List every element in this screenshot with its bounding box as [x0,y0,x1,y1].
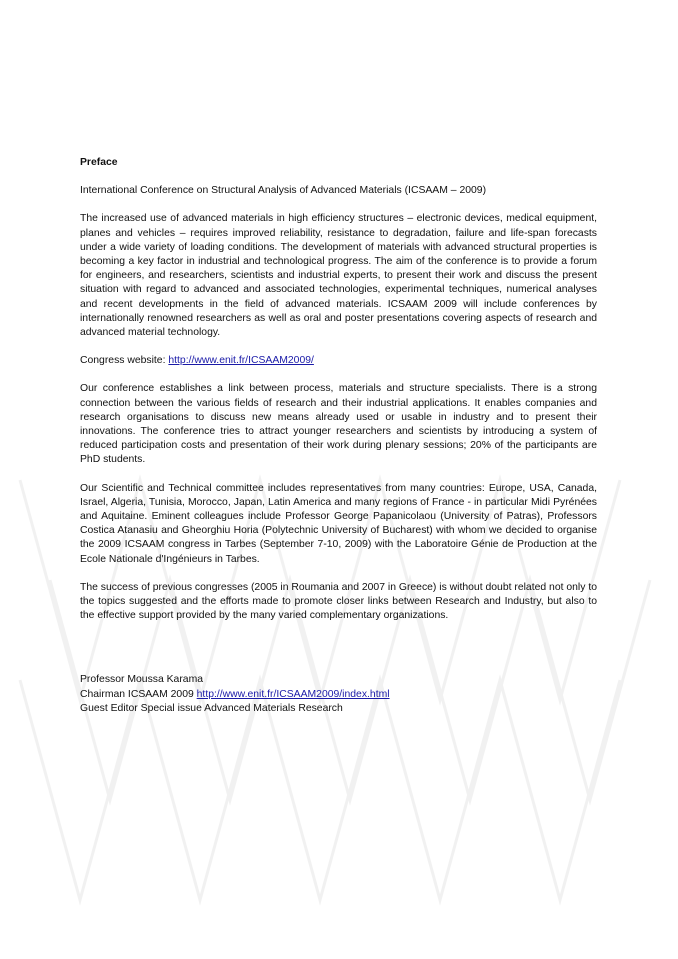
signature-chairman-line [80,688,597,702]
conference-link-paragraph: Our conference establishes a link between process, materials and structure specialists. There is a strong connection between the various fields of research and their industrial applications. It enables companies and research organisations to discuss new means already used or usable in industry and to present their innovations. The conference tries to attract younger researchers and scientists by introducing a system of reduced participation costs and presentation of their work during plenary sessions; 20% of the participants are PhD students. [80,383,597,466]
committee-paragraph: Our Scientific and Technical committee includes representatives from many countries: Europe, USA, Canada, Israel, Algeria, Tunisia, Morocco, Japan, Latin America and many regions of France - in particular Midi Pyrénées and Aquitaine. Eminent colleagues include Professor George Papanicolaou (University of Patras), Professors Costica Atanasiu and Gheorghiu Horia (Polytechnic University of Bucharest) with whom we decided to organise the 2009 ICSAAM congress in Tarbes (September 7-10, 2009) with the Laboratoire Génie de Production at the Ecole Nationale d'Ingénieurs in Tarbes. [80,482,597,565]
signature-editor: Guest Editor Special issue Advanced Materials Research [80,702,343,714]
previous-congresses-paragraph: The success of previous congresses (2005 in Roumania and 2007 in Greece) is without doubt related not only to the topics suggested and the efforts made to promote closer links between Research and Industry, but also to the effective support provided by the many varied complementary organizations. [80,581,597,622]
website-line [80,354,597,368]
chairman-index-link[interactable]: http://www.enit.fr/ICSAAM2009/index.html [196,688,390,700]
signature-block [80,673,597,716]
congress-website-link[interactable]: http://www.enit.fr/ICSAAM2009/ [168,355,314,367]
signature-name: Professor Moussa Karama [80,674,204,686]
intro-paragraph: The increased use of advanced materials in high efficiency structures – electronic devices, medical equipment, planes and vehicles – requires improved reliability, resistance to degradation, failure and life-span forecasts under a wide variety of loading conditions. The development of materials with advanced structural properties is becoming a key factor in industrial and technological progress. The aim of the conference is to provide a forum for engineers, and researchers, scientists and industrial experts, to present their work and discuss the present situation with regard to advanced and associated technologies, experimental techniques, numerical analyses and recent developments in the field of advanced materials. ICSAAM 2009 will include conferences by internationally renowned researchers as well as oral and poster presentations covering aspects of research and advanced material technology. [80,213,597,339]
chairman-label: Chairman ICSAAM 2009 [80,688,197,700]
website-label: Congress website: [80,355,169,367]
preface-heading: Preface [80,157,118,168]
conference-title: International Conference on Structural Analysis of Advanced Materials (ICSAAM – 2009) [80,185,487,197]
preface-document [80,156,597,716]
